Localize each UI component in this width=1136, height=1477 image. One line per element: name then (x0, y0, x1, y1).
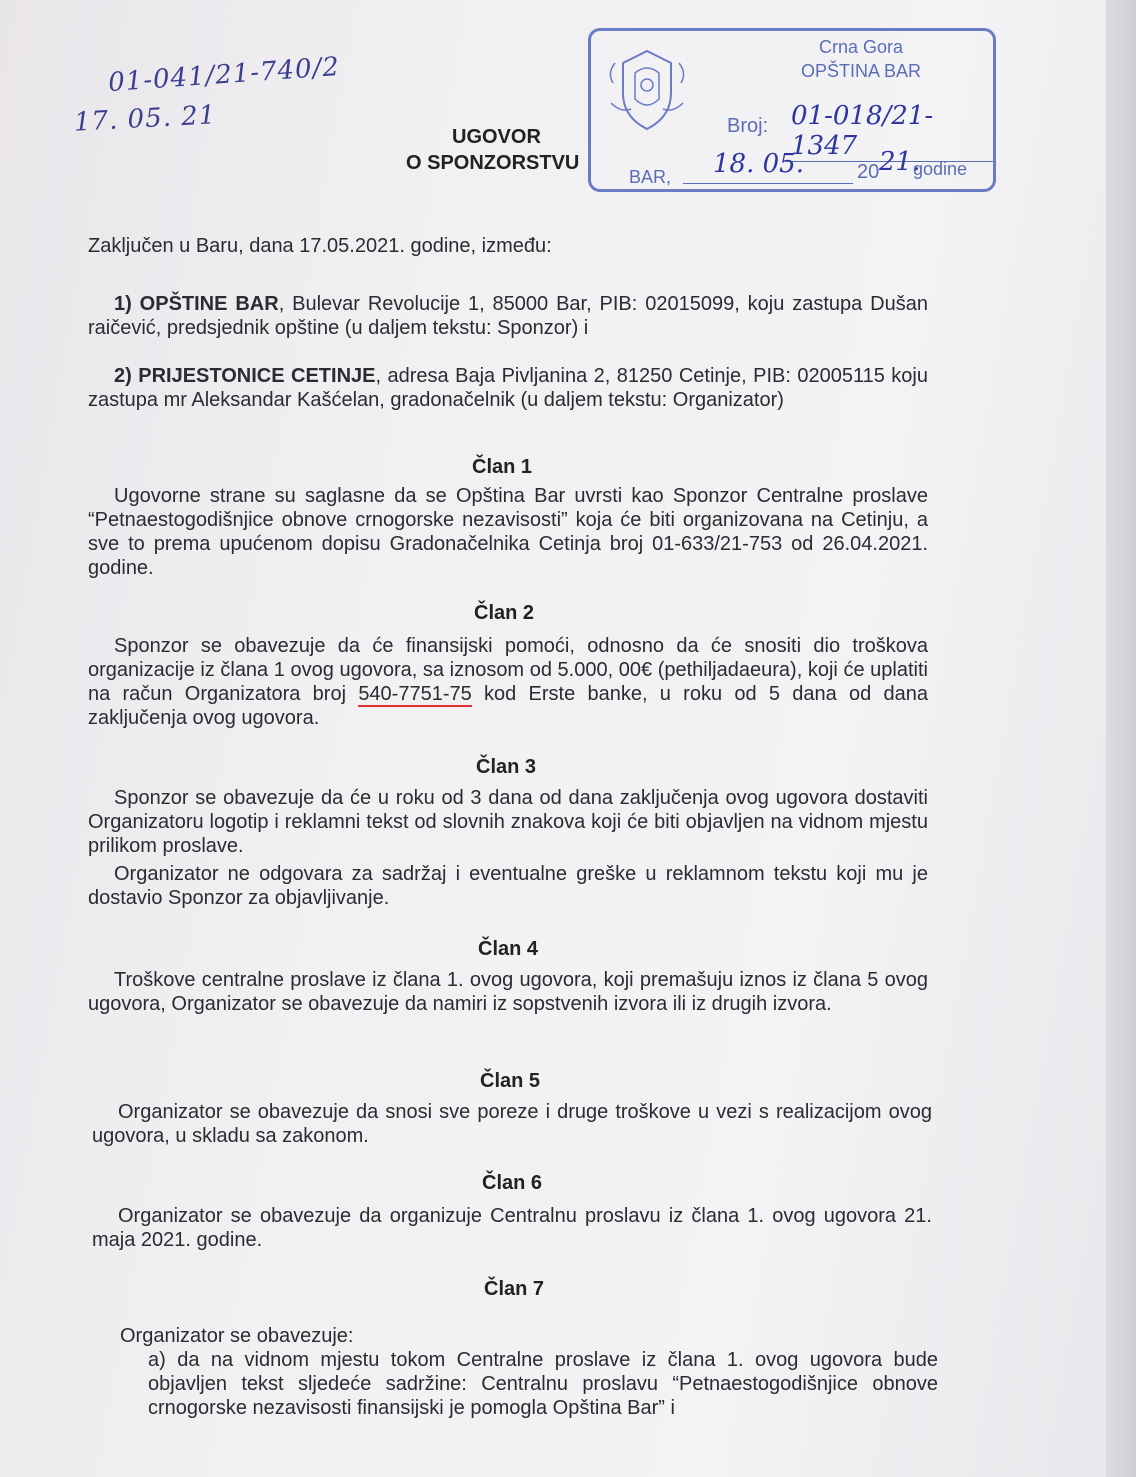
stamp-office: OPŠTINA BAR (800, 61, 922, 81)
stamp-date-line (683, 183, 853, 184)
stamp-year-prefix: 20 (857, 161, 880, 183)
article-1-text: Ugovorne strane su saglasne da se Opština Bar uvrsti kao Sponzor Centralne proslave “Petnaestogodišnjice obnove crnogorske nezavisosti” koja će biti organizovana na Cetinju, a sve to prema upućenom dopisu Gradonačelnika Cetinja broj 01-633/21-753 od 26.04.2021. godine. (88, 485, 928, 579)
stamp-godine: godine (913, 159, 968, 179)
article-3-text-2: Organizator ne odgovara za sadržaj i eventualne greške u reklamnom tekstu koji mu je dostavio Sponzor za objavljivanje. (88, 863, 928, 909)
intro-paragraph: Zaključen u Baru, dana 17.05.2021. godine, između: (88, 235, 552, 257)
coat-of-arms-icon (601, 43, 693, 135)
stamp-number-value: 01-018/21-1347 (785, 101, 993, 162)
article-3-heading: Član 3 (476, 756, 537, 778)
handwritten-reference: 01-041/21-740/2 (107, 51, 341, 99)
article-2-text (88, 634, 928, 730)
article-2-text-b: kod Erste banke, u roku od 5 dana od dana zaključenja ovog ugovora. (88, 683, 929, 729)
party2-details: , adresa Baja Pivljanina 2, 81250 Cetinje, PIB: 02005115 koju zastupa mr Aleksandar Kašćelan, gradonačelnik (u daljem tekstu: Organizator) (88, 365, 928, 411)
article-6-heading: Član 6 (482, 1172, 543, 1194)
article-5-text: Organizator se obavezuje da snosi sve poreze i druge troškove u vezi s realizacijom ovog ugovora, u skladu sa zakonom. (92, 1101, 932, 1147)
stamp-date-value: 18. 05. (713, 149, 804, 179)
stamp-year-suffix: 21. (879, 147, 921, 177)
party1-paragraph (88, 292, 928, 340)
handwritten-date: 17. 05. 21 (73, 100, 218, 138)
article-2-text-a: Sponzor se obavezuje da će finansijski pomoći, odnosno da će snositi dio troškova organizacije iz člana 1 ovog ugovora, sa iznosom od 5.000, 00€ (pethiljadaeura), koji će uplatiti na račun Organizatora broj (88, 635, 928, 705)
page-edge (1106, 0, 1136, 1477)
stamp-place-label: BAR, (629, 167, 672, 187)
article-7-heading: Član 7 (484, 1278, 545, 1300)
document-title-line2: O SPONZORSTVU (406, 152, 580, 174)
party1-name: 1) OPŠTINE BAR (114, 293, 279, 315)
document-title-line1: UGOVOR (452, 126, 541, 148)
article-6-text: Organizator se obavezuje da organizuje Centralnu proslavu iz člana 1. ovog ugovora 21. maja 2021. godine. (92, 1205, 932, 1251)
article-7-item-a: a) da na vidnom mjestu tokom Centralne proslave iz člana 1. ovog ugovora bude objavljen tekst sljedeće sadržine: Centralnu proslavu “Petnaestogodišnjice obnove crnogorske nezavisosti finansijski je pomogla Opština Bar” i (148, 1349, 938, 1419)
account-number: 540-7751-75 (358, 683, 472, 705)
article-3-text: Sponzor se obavezuje da će u roku od 3 dana od dana zaključenja ovog ugovora dostaviti Organizatoru logotip i reklamni tekst od slovnih znakova koji će biti objavljen na vidnom mjestu prilikom proslave. (88, 787, 928, 857)
article-5-heading: Član 5 (480, 1070, 541, 1092)
party2-name: 2) PRIJESTONICE CETINJE (114, 365, 376, 387)
party2-paragraph (88, 364, 928, 412)
article-4-heading: Član 4 (478, 938, 539, 960)
registry-stamp (588, 28, 996, 192)
article-4-text: Troškove centralne proslave iz člana 1. ovog ugovora, koji premašuju iznos iz člana 5 ovog ugovora, Organizator se obavezuje da namiri iz sopstvenih izvora ili iz drugih izvora. (88, 969, 928, 1015)
stamp-number-label: Broj: (727, 115, 769, 137)
stamp-country: Crna Gora (818, 37, 904, 57)
article-7-intro: Organizator se obavezuje: (120, 1325, 354, 1347)
party1-details: , Bulevar Revolucije 1, 85000 Bar, PIB: 02015099, koju zastupa Dušan raičević, predsjednik opštine (u daljem tekstu: Sponzor) i (88, 293, 928, 339)
article-2-heading: Član 2 (474, 602, 535, 624)
article-1-heading: Član 1 (472, 456, 533, 478)
